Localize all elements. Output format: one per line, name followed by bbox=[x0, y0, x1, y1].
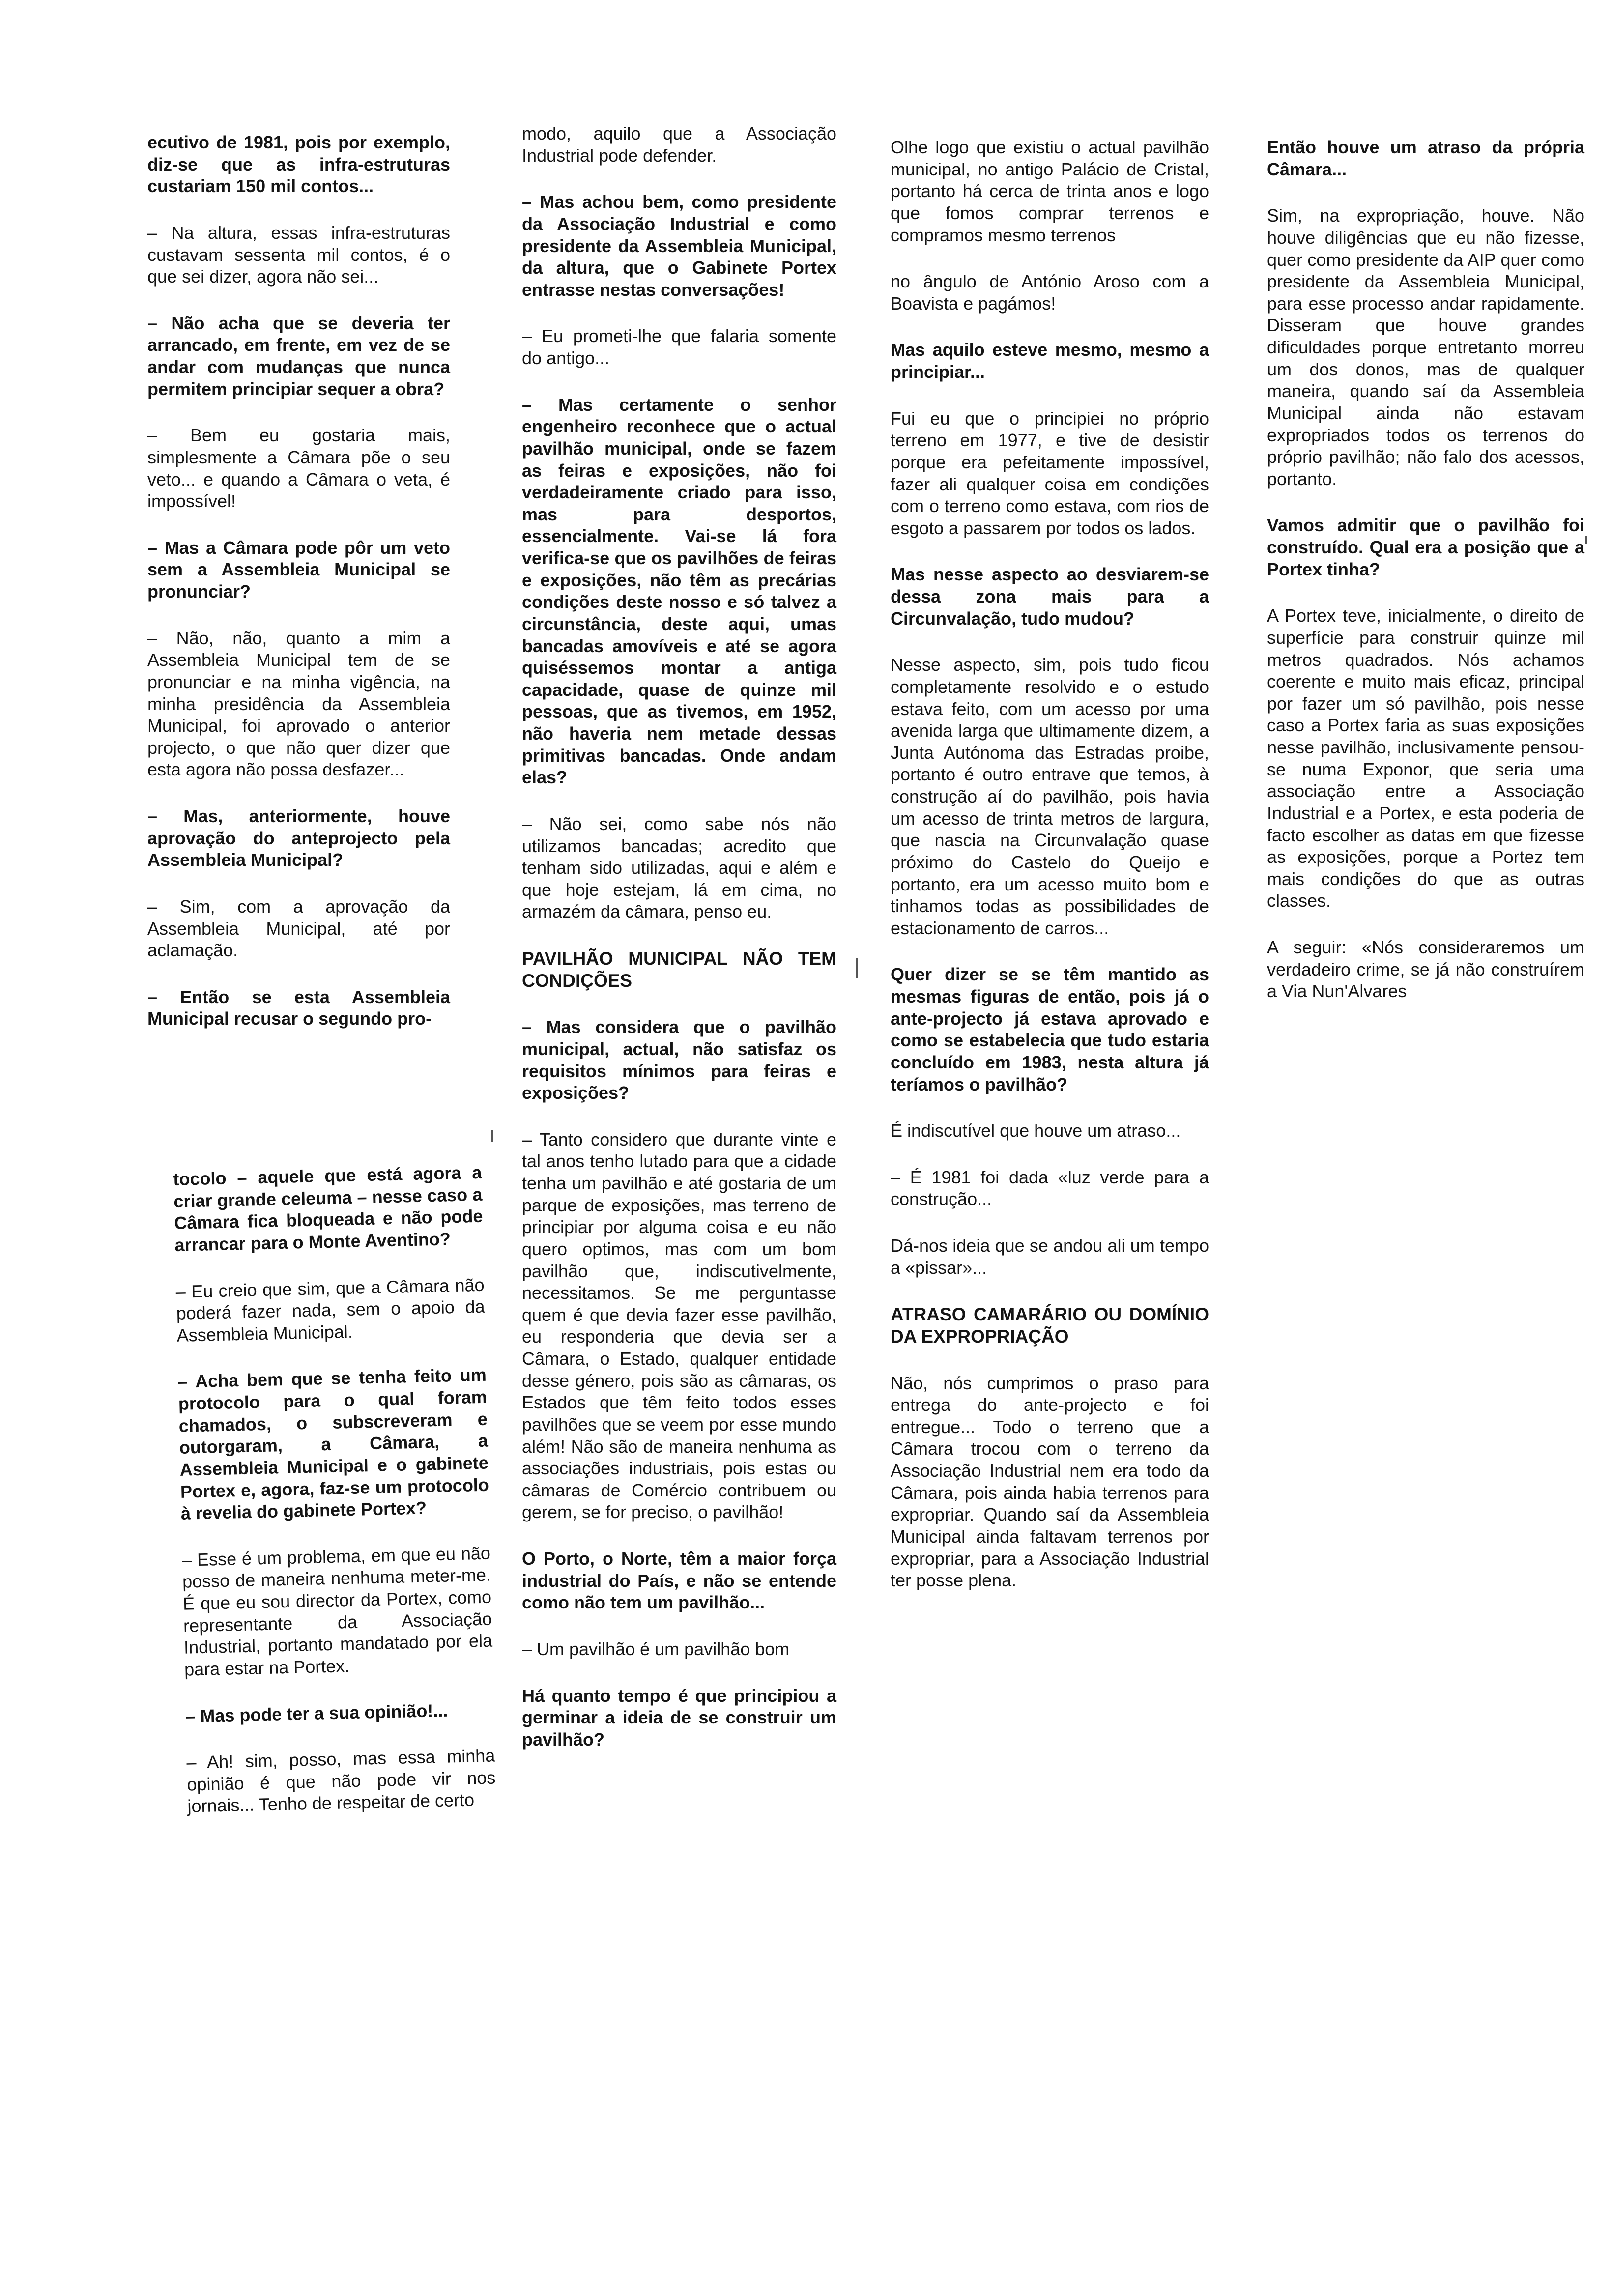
scan-mark bbox=[491, 1130, 493, 1142]
answer-paragraph: Fui eu que o principiei no próprio terreno em 1977, e tive de desistir porque era pefeitamente impossível, fazer ali qualquer coisa em condições com o terreno como estava, com rios de esgoto a passarem por todos os lados. bbox=[891, 408, 1209, 538]
answer-paragraph: – Um pavilhão é um pavilhão bom bbox=[522, 1638, 790, 1659]
question-paragraph: – Mas, anteriormente, houve aprovação do anteprojecto pela Assembleia Municipal? bbox=[147, 806, 450, 870]
column-4 bbox=[1267, 137, 1584, 1027]
answer-paragraph: – Bem eu gostaria mais, simplesmente a Câmara põe o seu veto... e quando a Câmara o veta, é impossível! bbox=[147, 425, 450, 512]
scan-mark bbox=[1585, 536, 1587, 544]
answer-paragraph: – Não sei, como sabe nós não utilizamos bancadas; acredito que tenham sido utilizadas, aqui e além e que hoje estejam, lá em cima, no armazém da câmara, penso eu. bbox=[522, 813, 836, 922]
question-paragraph: – Acha bem que se tenha feito um protocolo para o qual foram chamados, o subscreveram e outorgaram, a Câmara, a Assembleia Municipal e o gabinete Portex e, agora, faz-se um protocolo à revelia do gabinete Portex? bbox=[177, 1365, 489, 1523]
question-paragraph: tocolo – aquele que está agora a criar grande celeuma – nesse caso a Câmara fica bloqueada e não pode arrancar para o Monte Aventino? bbox=[173, 1162, 483, 1255]
answer-paragraph: – É 1981 foi dada «luz verde para a construção... bbox=[891, 1167, 1209, 1209]
answer-paragraph: Sim, na expropriação, houve. Não houve diligências que eu não fizesse, quer como presidente da AIP quer como presidente da Assembleia Municipal, para esse processo andar rapidamente. Disseram que houve grandes dificuldades porque entretanto morreu um dos donos, mas de qualquer maneira, quando saí da Assembleia Municipal ainda não estavam expropriados todos os terrenos do próprio pavilhão; não falo dos acessos, portanto. bbox=[1267, 205, 1584, 489]
answer-paragraph: Olhe logo que existiu o actual pavilhão municipal, no antigo Palácio de Cristal, portanto há cerca de trinta anos e logo que fomos comprar terrenos e compramos mesmo terrenos bbox=[891, 137, 1209, 245]
answer-paragraph: Nesse aspecto, sim, pois tudo ficou completamente resolvido e o estudo estava feito, com um acesso por uma avenida larga que ultimamente dizem, a Junta Autónoma das Estradas proibe, portanto é outro entrave que temos, à construção aí do pavilhão, pois havia um acesso de trinta metros de largura, que nascia na Circunvalação quase próximo do Castelo do Queijo e portanto, era um acesso muito bom e tinhamos todas as possibilidades de estacionamento de carros... bbox=[891, 655, 1209, 938]
question-paragraph: ecutivo de 1981, pois por exemplo, diz-se que as infra-estruturas custariam 150 mil contos... bbox=[147, 132, 450, 197]
answer-paragraph: – Sim, com a aprovação da Assembleia Municipal, até por aclamação. bbox=[147, 896, 450, 961]
question-paragraph: – Mas a Câmara pode pôr um veto sem a Assembleia Municipal se pronunciar? bbox=[147, 537, 450, 602]
question-paragraph: – Mas certamente o senhor engenheiro reconhece que o actual pavilhão municipal, onde se fazem as feiras e exposições, não foi verdadeiramente criado para isso, mas para desportos, essencialmente. Vai-se lá fora verifica-se que os pavilhões de feiras e exposições, não têm as precárias condições deste nosso e só talvez a circunstância, deste aqui, umas bancadas amovíveis e até se agora quiséssemos montar a antiga capacidade, quase de quinze mil pessoas, que as tivemos, em 1952, não haveria nem metade dessas primitivas bancadas. Onde andam elas? bbox=[522, 394, 836, 788]
column-1-bottom bbox=[173, 1162, 497, 1842]
question-paragraph: Vamos admitir que o pavilhão foi construído. Qual era a posição que a Portex tinha? bbox=[1267, 515, 1584, 579]
answer-paragraph: – Esse é um problema, em que eu não posso de maneira nenhuma meter-me. É que eu sou director da Portex, como representante da Associação Industrial, portanto mandatado por ela para estar na Portex. bbox=[181, 1543, 493, 1680]
question-paragraph: – Não acha que se deveria ter arrancado, em frente, em vez de se andar com mudanças que nunca permitem principiar sequer a obra? bbox=[147, 313, 450, 399]
column-2 bbox=[522, 123, 836, 1775]
answer-paragraph: – Na altura, essas infra-estruturas custavam sessenta mil contos, é o que sei dizer, agora não sei... bbox=[147, 222, 450, 287]
answer-paragraph: no ângulo de António Aroso com a Boavista e pagámos! bbox=[891, 271, 1209, 314]
answer-paragraph: A Portex teve, inicialmente, o direito de superfície para construir quinze mil metros quadrados. Nós achamos coerente e muito mais eficaz, principal por fazer um só pavilhão, pois nesse caso a Portex faria as suas exposições nesse pavilhão, inclusivamente pensou-se numa Exponor, que seria uma associação entre a Associação Industrial e a Portex, e esta poderia de facto escolher as datas em que fizesse as exposições, porque a Portez tem mais condições do que as outras classes. bbox=[1267, 605, 1584, 911]
question-paragraph: Há quanto tempo é que principiou a germinar a ideia de se construir um pavilhão? bbox=[522, 1685, 836, 1750]
scan-mark bbox=[856, 958, 858, 978]
question-paragraph: Então houve um atraso da própria Câmara... bbox=[1267, 137, 1584, 179]
answer-paragraph: – Tanto considero que durante vinte e tal anos tenho lutado para que a cidade tenha um pavilhão e até gostaria de um parque de exposições, mas terreno de principiar por alguma coisa e eu não quero optimos, mas com um bom pavilhão que, indiscutivelmente, necessitamos. Se me perguntasse quem é que devia fazer esse pavilhão, eu responderia que devia ser a Câmara, o Estado, qualquer entidade desse género, pois são as câmaras, os Estados que têm feito todos esses pavilhões que se veem por esse mundo além! Não são de maneira nenhuma as associações industriais, pois estas ou câmaras de Comércio contribuem ou gerem, se for preciso, o pavilhão! bbox=[522, 1129, 836, 1522]
answer-paragraph: Dá-nos ideia que se andou ali um tempo a «pissar»... bbox=[891, 1235, 1209, 1278]
question-paragraph: Mas aquilo esteve mesmo, mesmo a principiar... bbox=[891, 340, 1209, 382]
question-paragraph: Mas nesse aspecto ao desviarem-se dessa zona mais para a Circunvalação, tudo mudou? bbox=[891, 564, 1209, 629]
question-paragraph: O Porto, o Norte, têm a maior força industrial do País, e não se entende como não tem um pavilhão... bbox=[522, 1549, 836, 1613]
answer-paragraph: – Eu prometi-lhe que falaria somente do antigo... bbox=[522, 326, 836, 368]
answer-paragraph: A seguir: «Nós consideraremos um verdadeiro crime, se já não construírem a Via Nun'Alvares bbox=[1267, 937, 1584, 1002]
answer-paragraph: – Eu creio que sim, que a Câmara não poderá fazer nada, sem o apoio da Assembleia Municipal. bbox=[175, 1274, 485, 1346]
answer-paragraph: – Não, não, quanto a mim a Assembleia Municipal tem de se pronunciar e na minha vigência, na minha presidência da Assembleia Municipal, foi aprovado o anterior projecto, o que não quer dizer que esta agora não possa desfazer... bbox=[147, 628, 450, 780]
answer-paragraph: modo, aquilo que a Associação Industrial pode defender. bbox=[522, 123, 836, 166]
question-paragraph: – Então se esta Assembleia Municipal recusar o segundo pro- bbox=[147, 986, 450, 1029]
answer-paragraph: – Ah! sim, posso, mas essa minha opinião é que não pode vir nos jornais... Tenho de respeitar de certo bbox=[186, 1745, 496, 1817]
question-paragraph: – Mas pode ter a sua opinião!... bbox=[185, 1700, 448, 1726]
section-heading: PAVILHÃO MUNICIPAL NÃO TEM CONDIÇÕES bbox=[522, 948, 836, 991]
answer-paragraph: É indiscutível que houve um atraso... bbox=[891, 1120, 1181, 1141]
question-paragraph: – Mas considera que o pavilhão municipal, actual, não satisfaz os requisitos mínimos para feiras e exposições? bbox=[522, 1017, 836, 1103]
question-paragraph: – Mas achou bem, como presidente da Associação Industrial e como presidente da Assembleia Municipal, da altura, que o Gabinete Portex entrasse nestas conversações! bbox=[522, 192, 836, 300]
answer-paragraph: Não, nós cumprimos o praso para entrega do ante-projecto e foi entregue... Todo o terreno que a Câmara trocou com o terreno da Associação Industrial nem era todo da Câmara, pois ainda habia terrenos para expropriar. Quando saí da Assembleia Municipal ainda faltavam terrenos por expropriar, para a Associação Industrial ter posse plena. bbox=[891, 1373, 1209, 1591]
question-paragraph: Quer dizer se se têm mantido as mesmas figuras de então, pois já o ante-projecto já estava aprovado e como se estabelecia que tudo estaria concluído em 1983, nesta altura já teríamos o pavilhão? bbox=[891, 964, 1209, 1094]
column-1-top bbox=[147, 132, 450, 1055]
column-3 bbox=[891, 137, 1209, 1616]
section-heading: ATRASO CAMARÁRIO OU DOMÍNIO DA EXPROPRIAÇÃO bbox=[891, 1304, 1209, 1347]
